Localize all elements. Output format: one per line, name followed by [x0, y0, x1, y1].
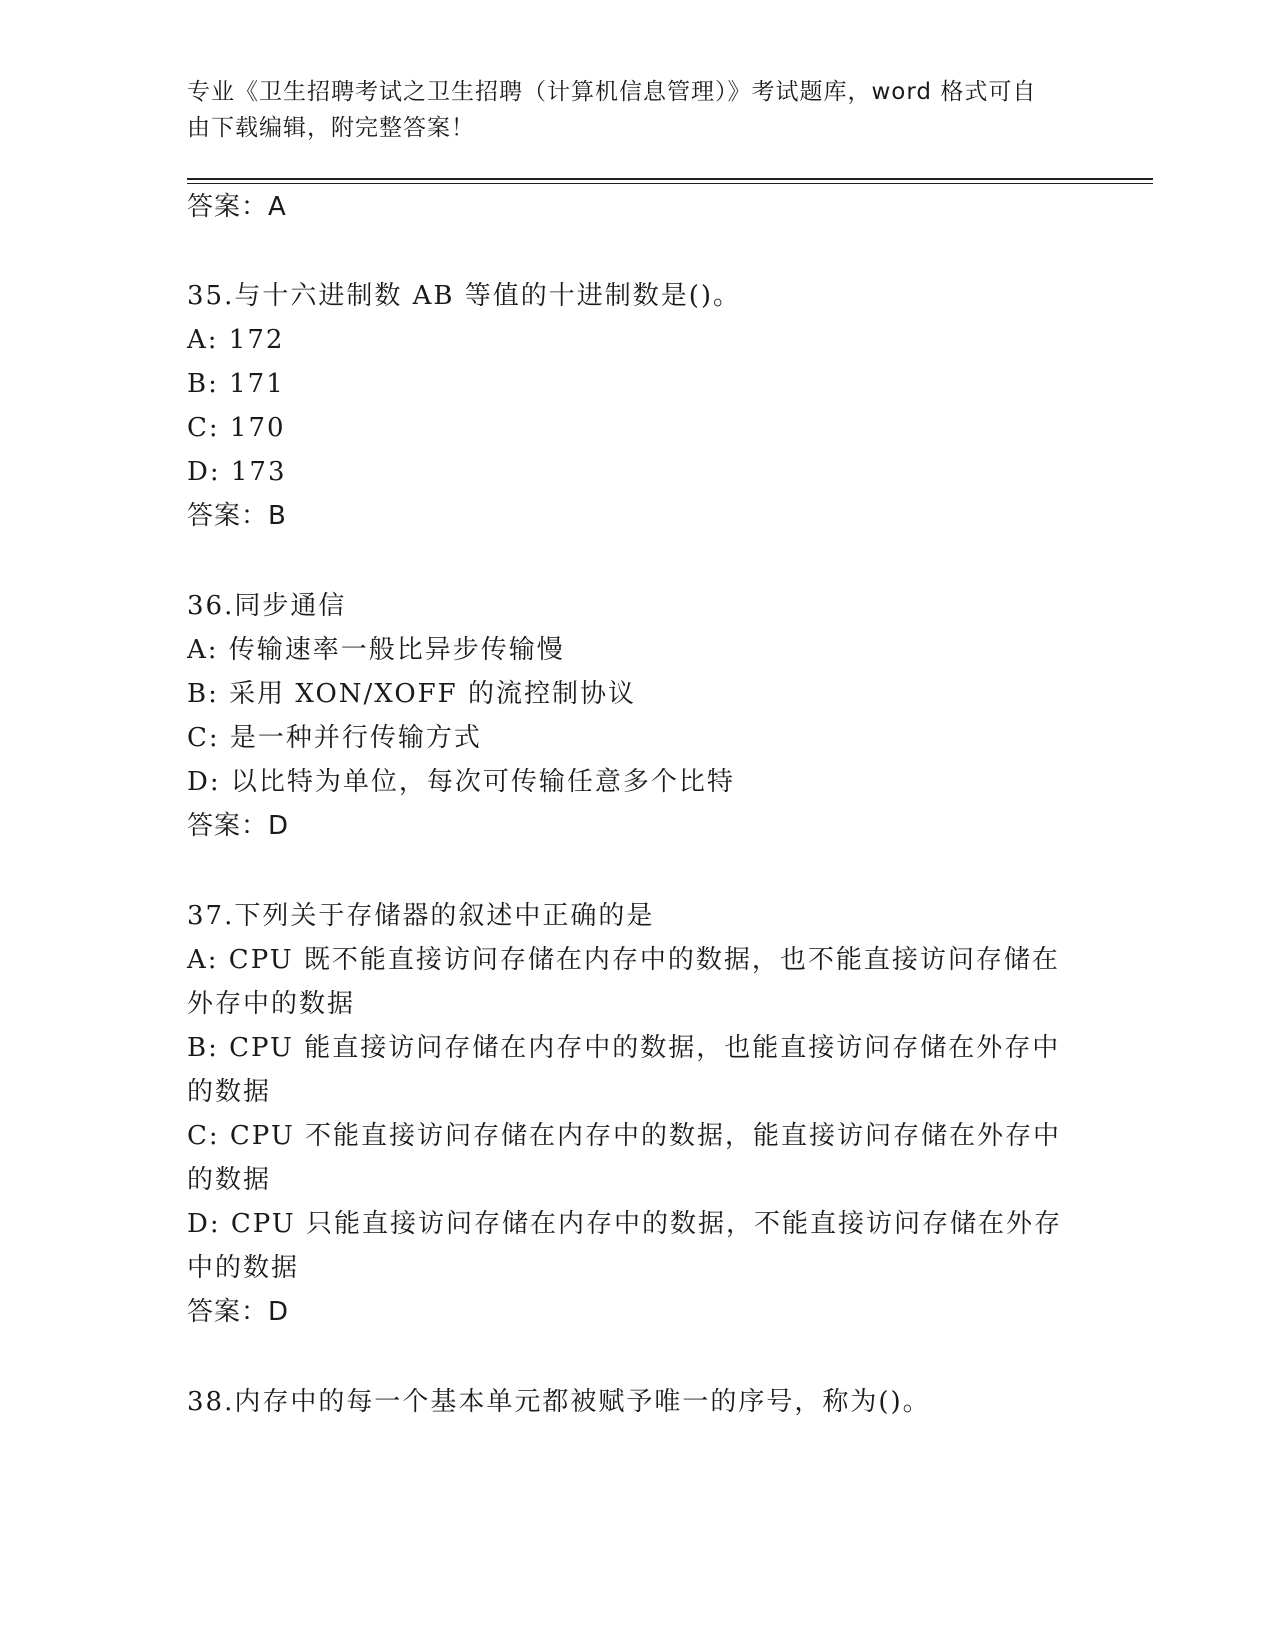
q37-option-d-line-2: 中的数据	[187, 1253, 300, 1283]
q36-answer: 答案：D	[187, 811, 290, 841]
question-37: 37.下列关于存储器的叙述中正确的是	[187, 901, 655, 931]
q37-option-b-line-1: B: CPU 能直接访问存储在内存中的数据，也能直接访问存储在外存中	[187, 1033, 1061, 1063]
q36-option-d: D: 以比特为单位，每次可传输任意多个比特	[187, 767, 735, 797]
q37-option-c-line-2: 的数据	[187, 1165, 272, 1195]
q35-option-a: A: 172	[187, 325, 285, 355]
question-36: 36.同步通信	[187, 591, 347, 621]
q36-option-a: A: 传输速率一般比异步传输慢	[187, 635, 565, 665]
question-38: 38.内存中的每一个基本单元都被赋予唯一的序号，称为()。	[187, 1387, 931, 1417]
q35-option-d: D: 173	[187, 457, 287, 487]
q37-option-a-line-1: A: CPU 既不能直接访问存储在内存中的数据，也不能直接访问存储在	[187, 945, 1060, 975]
q37-option-b-line-2: 的数据	[187, 1077, 272, 1107]
header-line-1: 专业《卫生招聘考试之卫生招聘（计算机信息管理）》考试题库，word 格式可自	[187, 79, 1037, 105]
q37-option-a-line-2: 外存中的数据	[187, 989, 356, 1019]
q37-option-d-line-1: D: CPU 只能直接访问存储在内存中的数据，不能直接访问存储在外存	[187, 1209, 1062, 1239]
q37-option-c-line-1: C: CPU 不能直接访问存储在内存中的数据，能直接访问存储在外存中	[187, 1121, 1062, 1151]
q35-option-c: C: 170	[187, 413, 286, 443]
previous-answer: 答案：A	[187, 192, 287, 222]
q35-option-b: B: 171	[187, 369, 285, 399]
q37-answer: 答案：D	[187, 1297, 290, 1327]
document-header	[187, 74, 1067, 146]
q36-option-c: C: 是一种并行传输方式	[187, 723, 482, 753]
header-rule-thick	[187, 178, 1153, 180]
question-35: 35.与十六进制数 AB 等值的十进制数是()。	[187, 281, 742, 311]
q35-answer: 答案：B	[187, 501, 287, 531]
header-line-2: 由下载编辑，附完整答案！	[187, 115, 475, 141]
q36-option-b: B: 采用 XON/XOFF 的流控制协议	[187, 679, 636, 709]
header-rule-thin	[187, 183, 1153, 184]
